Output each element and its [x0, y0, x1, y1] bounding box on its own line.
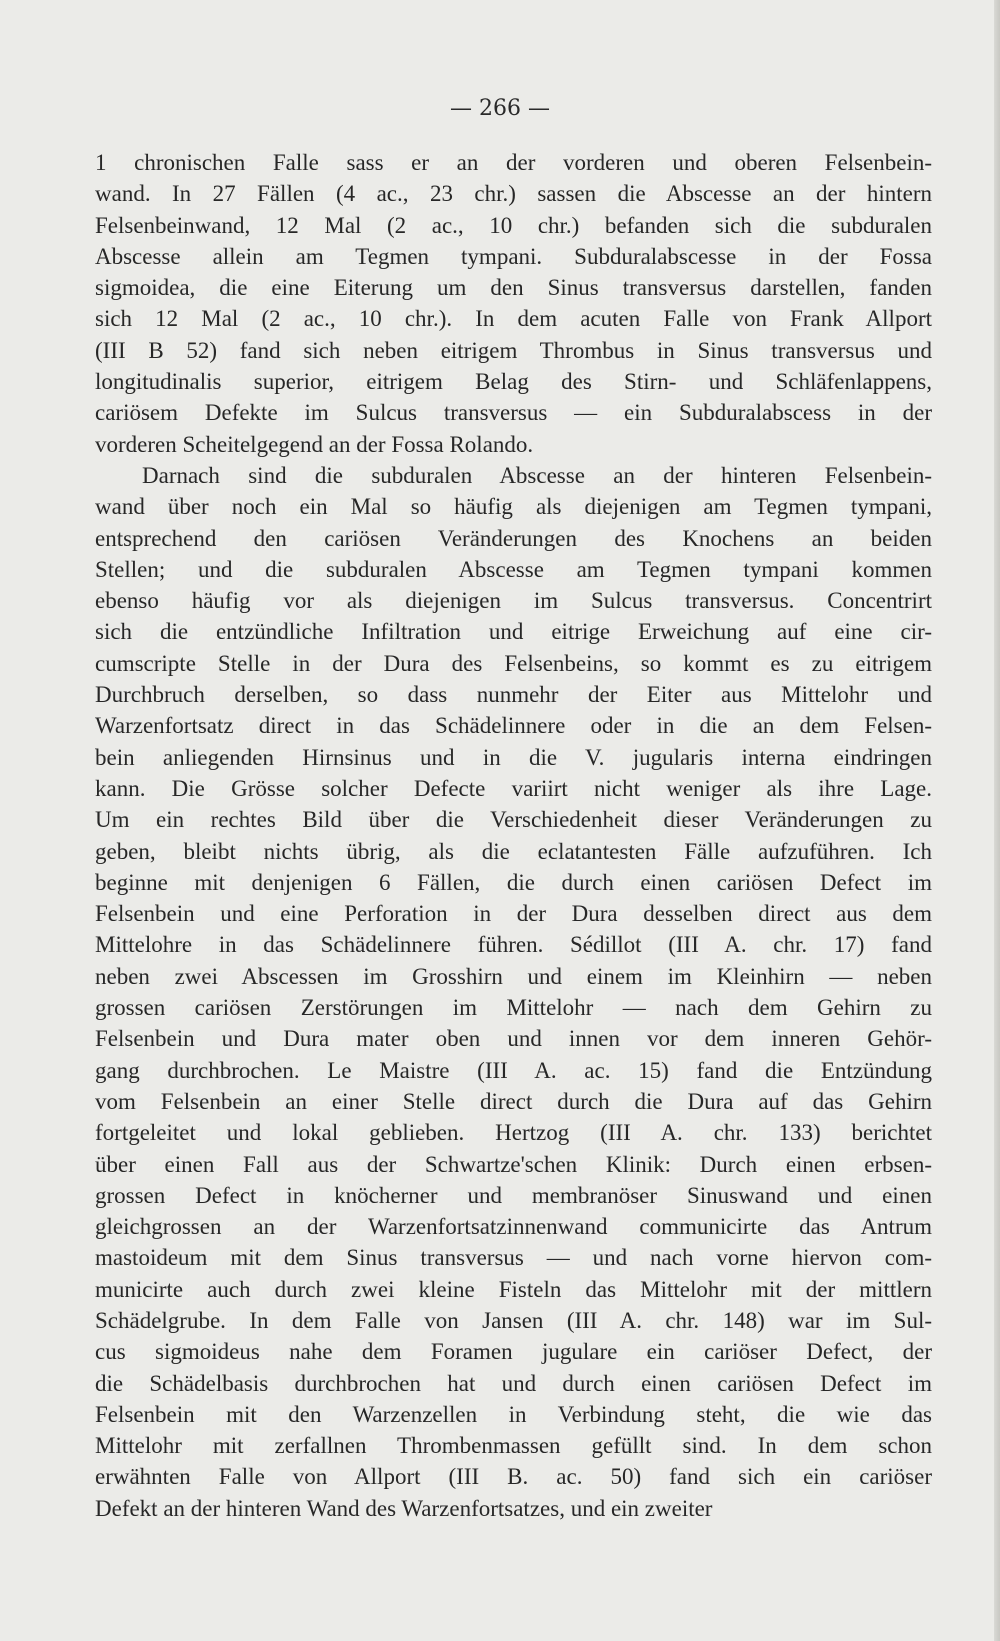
text-line: beginne mit denjenigen 6 Fällen, die durch einen cariösen Defect im [95, 869, 932, 895]
page-number: — 266 — [450, 96, 550, 121]
text-line: Felsenbein und eine Perforation in der Dura desselben direct aus dem [95, 901, 932, 927]
text-line: sich 12 Mal (2 ac., 10 chr.). In dem acuten Falle von Frank Allport [95, 306, 932, 332]
text-line: Durchbruch derselben, so dass nunmehr der Eiter aus Mittelohr und [95, 682, 932, 708]
text-line: (III B 52) fand sich neben eitrigem Thrombus in Sinus transversus und [95, 337, 932, 363]
text-line: Mittelohre in das Schädelinnere führen. Sédillot (III A. chr. 17) fand [95, 932, 932, 958]
text-line: Warzenfortsatz direct in das Schädelinnere oder in die an dem Felsen- [95, 713, 932, 739]
text-line: über einen Fall aus der Schwartze'schen Klinik: Durch einen erbsen- [95, 1151, 932, 1177]
text-line: fortgeleitet und lokal geblieben. Hertzog (III A. chr. 133) berichtet [95, 1120, 932, 1146]
text-line: neben zwei Abscessen im Grosshirn und einem im Kleinhirn — neben [95, 963, 932, 989]
text-line: grossen cariösen Zerstörungen im Mittelohr — nach dem Gehirn zu [95, 995, 932, 1021]
text-line: mastoideum mit dem Sinus transversus — und nach vorne hiervon com- [95, 1245, 932, 1271]
text-line: entsprechend den cariösen Veränderungen des Knochens an beiden [95, 525, 932, 551]
text-line: grossen Defect in knöcherner und membranöser Sinuswand und einen [95, 1182, 932, 1208]
text-line: cumscripte Stelle in der Dura des Felsenbeins, so kommt es zu eitrigem [95, 650, 932, 676]
text-line: cariösem Defekte im Sulcus transversus — ein Subduralabscess in der [95, 400, 932, 426]
text-line: vom Felsenbein an einer Stelle direct durch die Dura auf das Gehirn [95, 1088, 932, 1114]
text-line: Felsenbeinwand, 12 Mal (2 ac., 10 chr.) befanden sich die subduralen [95, 212, 932, 238]
text-line: municirte auch durch zwei kleine Fisteln das Mittelohr mit der mittlern [95, 1276, 932, 1302]
text-line: wand über noch ein Mal so häufig als diejenigen am Tegmen tympani, [95, 494, 932, 520]
text-line: Felsenbein und Dura mater oben und innen vor dem inneren Gehör- [95, 1026, 932, 1052]
text-line: cus sigmoideus nahe dem Foramen jugulare ein cariöser Defect, der [95, 1339, 932, 1365]
text-line: gang durchbrochen. Le Maistre (III A. ac. 15) fand die Entzündung [95, 1057, 932, 1083]
text-line: sigmoidea, die eine Eiterung um den Sinus transversus darstellen, fanden [95, 275, 932, 301]
text-line: erwähnten Falle von Allport (III B. ac. 50) fand sich ein cariöser [95, 1464, 932, 1490]
text-line: ebenso häufig vor als diejenigen im Sulcus transversus. Concentrirt [95, 588, 932, 614]
text-line: wand. In 27 Fällen (4 ac., 23 chr.) sassen die Abscesse an der hintern [95, 181, 932, 207]
text-line: Mittelohr mit zerfallnen Thrombenmassen gefüllt sind. In dem schon [95, 1433, 932, 1459]
text-line: longitudinalis superior, eitrigem Belag des Stirn- und Schläfenlappens, [95, 369, 932, 395]
text-line: kann. Die Grösse solcher Defecte variirt nicht weniger als ihre Lage. [95, 775, 932, 801]
text-line: bein anliegenden Hirnsinus und in die V. jugularis interna eindringen [95, 744, 932, 770]
text-line: gleichgrossen an der Warzenfortsatzinnenwand communicirte das Antrum [95, 1214, 932, 1240]
text-line: die Schädelbasis durchbrochen hat und durch einen cariösen Defect im [95, 1370, 932, 1396]
body-text [95, 147, 932, 1524]
text-line: Schädelgrube. In dem Falle von Jansen (III A. chr. 148) war im Sul- [95, 1307, 932, 1333]
text-line: geben, bleibt nichts übrig, als die eclatantesten Fälle aufzuführen. Ich [95, 838, 932, 864]
text-line: sich die entzündliche Infiltration und eitrige Erweichung auf eine cir- [95, 619, 932, 645]
page-edge [994, 0, 1000, 1641]
text-line: Um ein rechtes Bild über die Verschiedenheit dieser Veränderungen zu [95, 807, 932, 833]
text-line: Darnach sind die subduralen Abscesse an der hinteren Felsenbein- [142, 462, 932, 488]
text-line: vorderen Scheitelgegend an der Fossa Rolando. [95, 431, 534, 457]
text-line: 1 chronischen Falle sass er an der vorderen und oberen Felsenbein- [95, 150, 932, 175]
text-line: Abscesse allein am Tegmen tympani. Subduralabscesse in der Fossa [95, 243, 932, 269]
text-line: Stellen; und die subduralen Abscesse am Tegmen tympani kommen [95, 556, 932, 582]
text-line: Felsenbein mit den Warzenzellen in Verbindung steht, die wie das [95, 1401, 932, 1427]
text-line: Defekt an der hinteren Wand des Warzenfortsatzes, und ein zweiter [95, 1495, 713, 1521]
